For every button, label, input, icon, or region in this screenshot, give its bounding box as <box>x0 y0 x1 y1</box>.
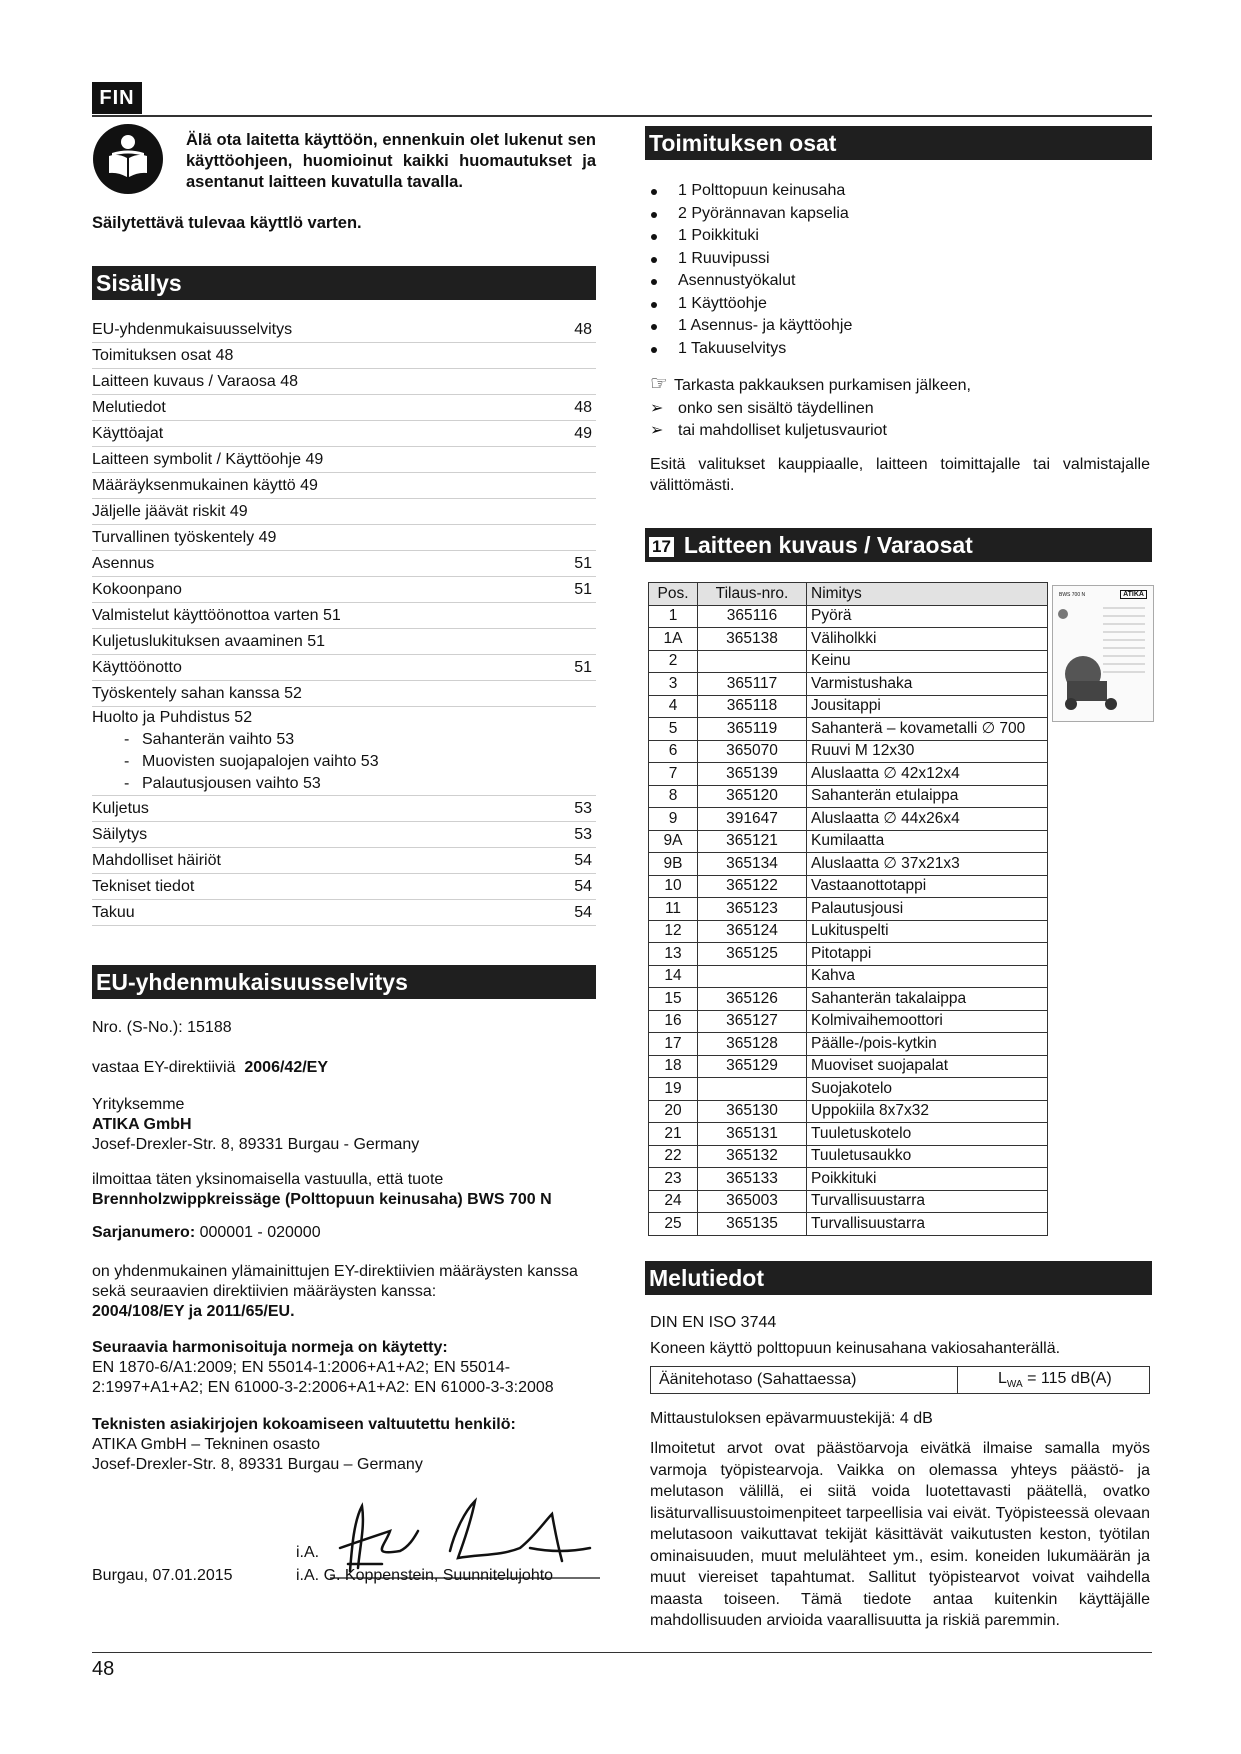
place-date: Burgau, 07.01.2015 <box>92 1567 233 1584</box>
arrow-icon: ➢ <box>650 400 664 417</box>
table-row: 23 365133 Poikkituki <box>649 1168 1048 1191</box>
table-row: 22 365132 Tuuletusaukko <box>649 1145 1048 1168</box>
delivery-list <box>650 180 1150 360</box>
eu-directive: vastaa EY-direktiiviä 2006/42/EY <box>92 1059 328 1076</box>
toc-subitem[interactable]: - Sahanterän vaihto 53 <box>124 731 295 748</box>
table-row: 13 365125 Pitotappi <box>649 943 1048 966</box>
signatory: i.A. G. Koppenstein, Suunnitelujohto <box>296 1567 554 1584</box>
footer-divider <box>92 1652 1152 1653</box>
table-header-row: Pos. Tilaus-nro. Nimitys <box>649 583 1048 606</box>
noise-heading: Melutiedot <box>645 1261 1152 1295</box>
table-row: 16 365127 Kolmivaihemoottori <box>649 1010 1048 1033</box>
list-item: 1 Polttopuun keinusaha <box>650 180 1150 203</box>
header-divider <box>92 115 1152 117</box>
toc-heading: Sisällys <box>92 266 596 300</box>
saw-illustration-icon <box>1053 586 1153 721</box>
table-row: Äänitehotaso (Sahattaessa) $L_{WA} = 115$ dB(A) <box>651 1367 1150 1394</box>
eu-product: ilmoittaa täten yksinomaisella vastuulla, että tuote Brennholzwippkreissäge (Polttopuun keinusaha) BWS 700 N <box>92 1171 552 1208</box>
table-of-contents <box>92 317 596 926</box>
toc-item[interactable]: Valmistelut käyttöönottoa varten 51 <box>92 603 596 629</box>
toc-item[interactable]: Huolto ja Puhdistus 52 <box>92 709 253 726</box>
table-row: 10 365122 Vastaanottotappi <box>649 875 1048 898</box>
table-row: 25 365135 Turvallisuustarra <box>649 1213 1048 1236</box>
intro-warning: Älä ota laitetta käyttöön, ennenkuin olet lukenut sen käyttöohjeen, huomioinut kaikki huomautukset ja asentanut laitteen kuvatulla tavalla. <box>186 131 596 191</box>
parts-heading: 17 Laitteen kuvaus / Varaosat <box>645 528 1152 562</box>
page-number: 48 <box>92 1658 115 1680</box>
table-row: 9B 365134 Aluslaatta ∅ 37x21x3 <box>649 853 1048 876</box>
eu-heading: EU-yhdenmukaisuusselvitys <box>92 965 596 999</box>
toc-item[interactable]: Jäljelle jäävät riskit 49 <box>92 499 596 525</box>
table-row: 18 365129 Muoviset suojapalat <box>649 1055 1048 1078</box>
toc-subitem[interactable]: - Palautusjousen vaihto 53 <box>92 773 596 796</box>
toc-item[interactable]: Käyttöajat 49 <box>92 421 596 447</box>
toc-item[interactable]: Asennus 51 <box>92 551 596 577</box>
table-row: 8 365120 Sahanterän etulaippa <box>649 785 1048 808</box>
toc-item[interactable]: Määräyksenmukainen käyttö 49 <box>92 473 596 499</box>
read-manual-icon <box>92 123 164 195</box>
keep-notice: Säilytettävä tulevaa käyttlö varten. <box>92 214 362 232</box>
table-row: 11 365123 Palautusjousi <box>649 898 1048 921</box>
toc-item[interactable]: Melutiedot 48 <box>92 395 596 421</box>
noise-operation: Koneen käyttö polttopuun keinusahana vakiosahanterällä. <box>650 1340 1061 1357</box>
list-item: ➢ tai mahdolliset kuljetusvauriot <box>650 420 1150 442</box>
complaint-note: Esitä valitukset kauppiaalle, laitteen toimittajalle tai valmistajalle välittömästi. <box>650 456 1150 494</box>
table-row: 6 365070 Ruuvi M 12x30 <box>649 740 1048 763</box>
toc-item[interactable]: Laitteen kuvaus / Varaosa 48 <box>92 369 596 395</box>
list-item: 2 Pyörännavan kapselia <box>650 203 1150 226</box>
toc-item[interactable]: Käyttöönotto 51 <box>92 655 596 681</box>
eu-technical-person: Teknisten asiakirjojen kokoamiseen valtuutettu henkilö: ATIKA GmbH – Tekninen osasto Josef-Drexler-Str. 8, 89331 Burgau – Germany <box>92 1416 516 1473</box>
table-row: 1 365116 Pyörä <box>649 605 1048 628</box>
pointing-hand-icon: ☞ <box>650 373 668 395</box>
noise-uncertainty: Mittaustuloksen epävarmuustekijä: 4 dB <box>650 1410 933 1427</box>
eu-company: Yrityksemme ATIKA GmbH Josef-Drexler-Str. 8, 89331 Burgau - Germany <box>92 1096 420 1153</box>
check-list <box>650 398 1150 442</box>
table-row: 17 365128 Päälle-/pois-kytkin <box>649 1033 1048 1056</box>
toc-subitem[interactable]: - Muovisten suojapalojen vaihto 53 <box>124 753 379 770</box>
toc-item[interactable]: Tekniset tiedot 54 <box>92 874 596 900</box>
manual-cover-thumbnail <box>1052 585 1154 722</box>
list-item: 1 Poikkituki <box>650 225 1150 248</box>
table-row: 1A 365138 Väliholkki <box>649 628 1048 651</box>
toc-item[interactable]: Mahdolliset häiriöt 54 <box>92 848 596 874</box>
delivery-heading: Toimituksen osat <box>645 126 1152 160</box>
check-note: ☞ Tarkasta pakkauksen purkamisen jälkeen, <box>650 373 971 395</box>
list-item: ➢ onko sen sisältö täydellinen <box>650 398 1150 420</box>
toc-item[interactable]: Kuljetuslukituksen avaaminen 51 <box>92 629 596 655</box>
figure-number-badge: 17 <box>649 537 674 557</box>
toc-item[interactable]: Turvallinen työskentely 49 <box>92 525 596 551</box>
eu-number: Nro. (S-No.): 15188 <box>92 1019 232 1036</box>
toc-item[interactable]: Laitteen symbolit / Käyttöohje 49 <box>92 447 596 473</box>
table-row: 12 365124 Lukituspelti <box>649 920 1048 943</box>
language-badge: FIN <box>92 82 142 114</box>
table-row: 20 365130 Uppokiila 8x7x32 <box>649 1100 1048 1123</box>
table-row: 14 Kahva <box>649 965 1048 988</box>
table-row: 9A 365121 Kumilaatta <box>649 830 1048 853</box>
toc-item[interactable]: Säilytys 53 <box>92 822 596 848</box>
toc-item[interactable]: Työskentely sahan kanssa 52 <box>92 681 596 707</box>
list-item: 1 Ruuvipussi <box>650 248 1150 271</box>
toc-item[interactable]: Kuljetus 53 <box>92 796 596 822</box>
eu-serial: Sarjanumero: 000001 - 020000 <box>92 1224 321 1241</box>
table-row: 5 365119 Sahanterä – kovametalli ∅ 700 <box>649 718 1048 741</box>
eu-conformity: on yhdenmukainen ylämainittujen EY-direktiivien määräysten kanssa sekä seuraavien direktiivien määräysten kanssa: 2004/108/EY ja 2011/65/EU. <box>92 1263 578 1320</box>
ia-label: i.A. <box>296 1544 320 1561</box>
noise-standard: DIN EN ISO 3744 <box>650 1314 777 1331</box>
table-row: 21 365131 Tuuletuskotelo <box>649 1123 1048 1146</box>
arrow-icon: ➢ <box>650 422 664 439</box>
toc-item[interactable]: Kokoonpano 51 <box>92 577 596 603</box>
toc-item[interactable]: Toimituksen osat 48 <box>92 343 596 369</box>
eu-norms: Seuraavia harmonisoituja normeja on käytetty: EN 1870-6/A1:2009; EN 55014-1:2006+A1+A2; EN 55014-2:1997+A1+A2; EN 61000-3-2:2006+A1+A2: EN 61000-3-3:2008 <box>92 1339 554 1396</box>
table-row: 15 365126 Sahanterän takalaippa <box>649 988 1048 1011</box>
table-row: 24 365003 Turvallisuustarra <box>649 1190 1048 1213</box>
table-row: 3 365117 Varmistushaka <box>649 673 1048 696</box>
noise-explanation: Ilmoitetut arvot ovat päästöarvoja eivätkä ilmaise samalla myös varmoja työpistearvoja. Vaikka on olemassa yhteys päästö- ja melutason välillä, ei siitä voida luotettavasti päätellä, ovatko lisäturvallisuustoimenpiteet tarpeellisia vai eivät. Työpisteessä olevaan melutasoon vaikuttavat tekijät käsittävät vaikutusten keston, työtilan ominaisuuden, muut melulähteet ym., esim. koneiden lukumäärän ja muut viereiset tapahtumat. Sallitut työpistearvot voivat vaihdella maasta toiseen. Tämä tiedote antaa kuitenkin käyttäjälle mahdollisuuden arvioida vaarallisuutta ja riskiä paremmin. <box>650 1440 1150 1629</box>
table-row: 7 365139 Aluslaatta ∅ 42x12x4 <box>649 763 1048 786</box>
thumb-model: BWS 700 N <box>1059 592 1086 598</box>
noise-level-table <box>650 1366 1150 1394</box>
noise-level-value: $L_{WA} = 115$ dB(A) <box>958 1367 1150 1394</box>
parts-table <box>648 582 1048 1236</box>
thumb-brand: ATIKA <box>1120 590 1147 599</box>
toc-item[interactable]: EU-yhdenmukaisuusselvitys 48 <box>92 317 596 343</box>
table-row: 9 391647 Aluslaatta ∅ 44x26x4 <box>649 808 1048 831</box>
toc-item[interactable]: Takuu 54 <box>92 900 596 926</box>
list-item: 1 Takuuselvitys <box>650 338 1150 361</box>
list-item: Asennustyökalut <box>650 270 1150 293</box>
table-row: 2 Keinu <box>649 650 1048 673</box>
list-item: 1 Käyttöohje <box>650 293 1150 316</box>
table-row: 19 Suojakotelo <box>649 1078 1048 1101</box>
list-item: 1 Asennus- ja käyttöohje <box>650 315 1150 338</box>
table-row: 4 365118 Jousitappi <box>649 695 1048 718</box>
